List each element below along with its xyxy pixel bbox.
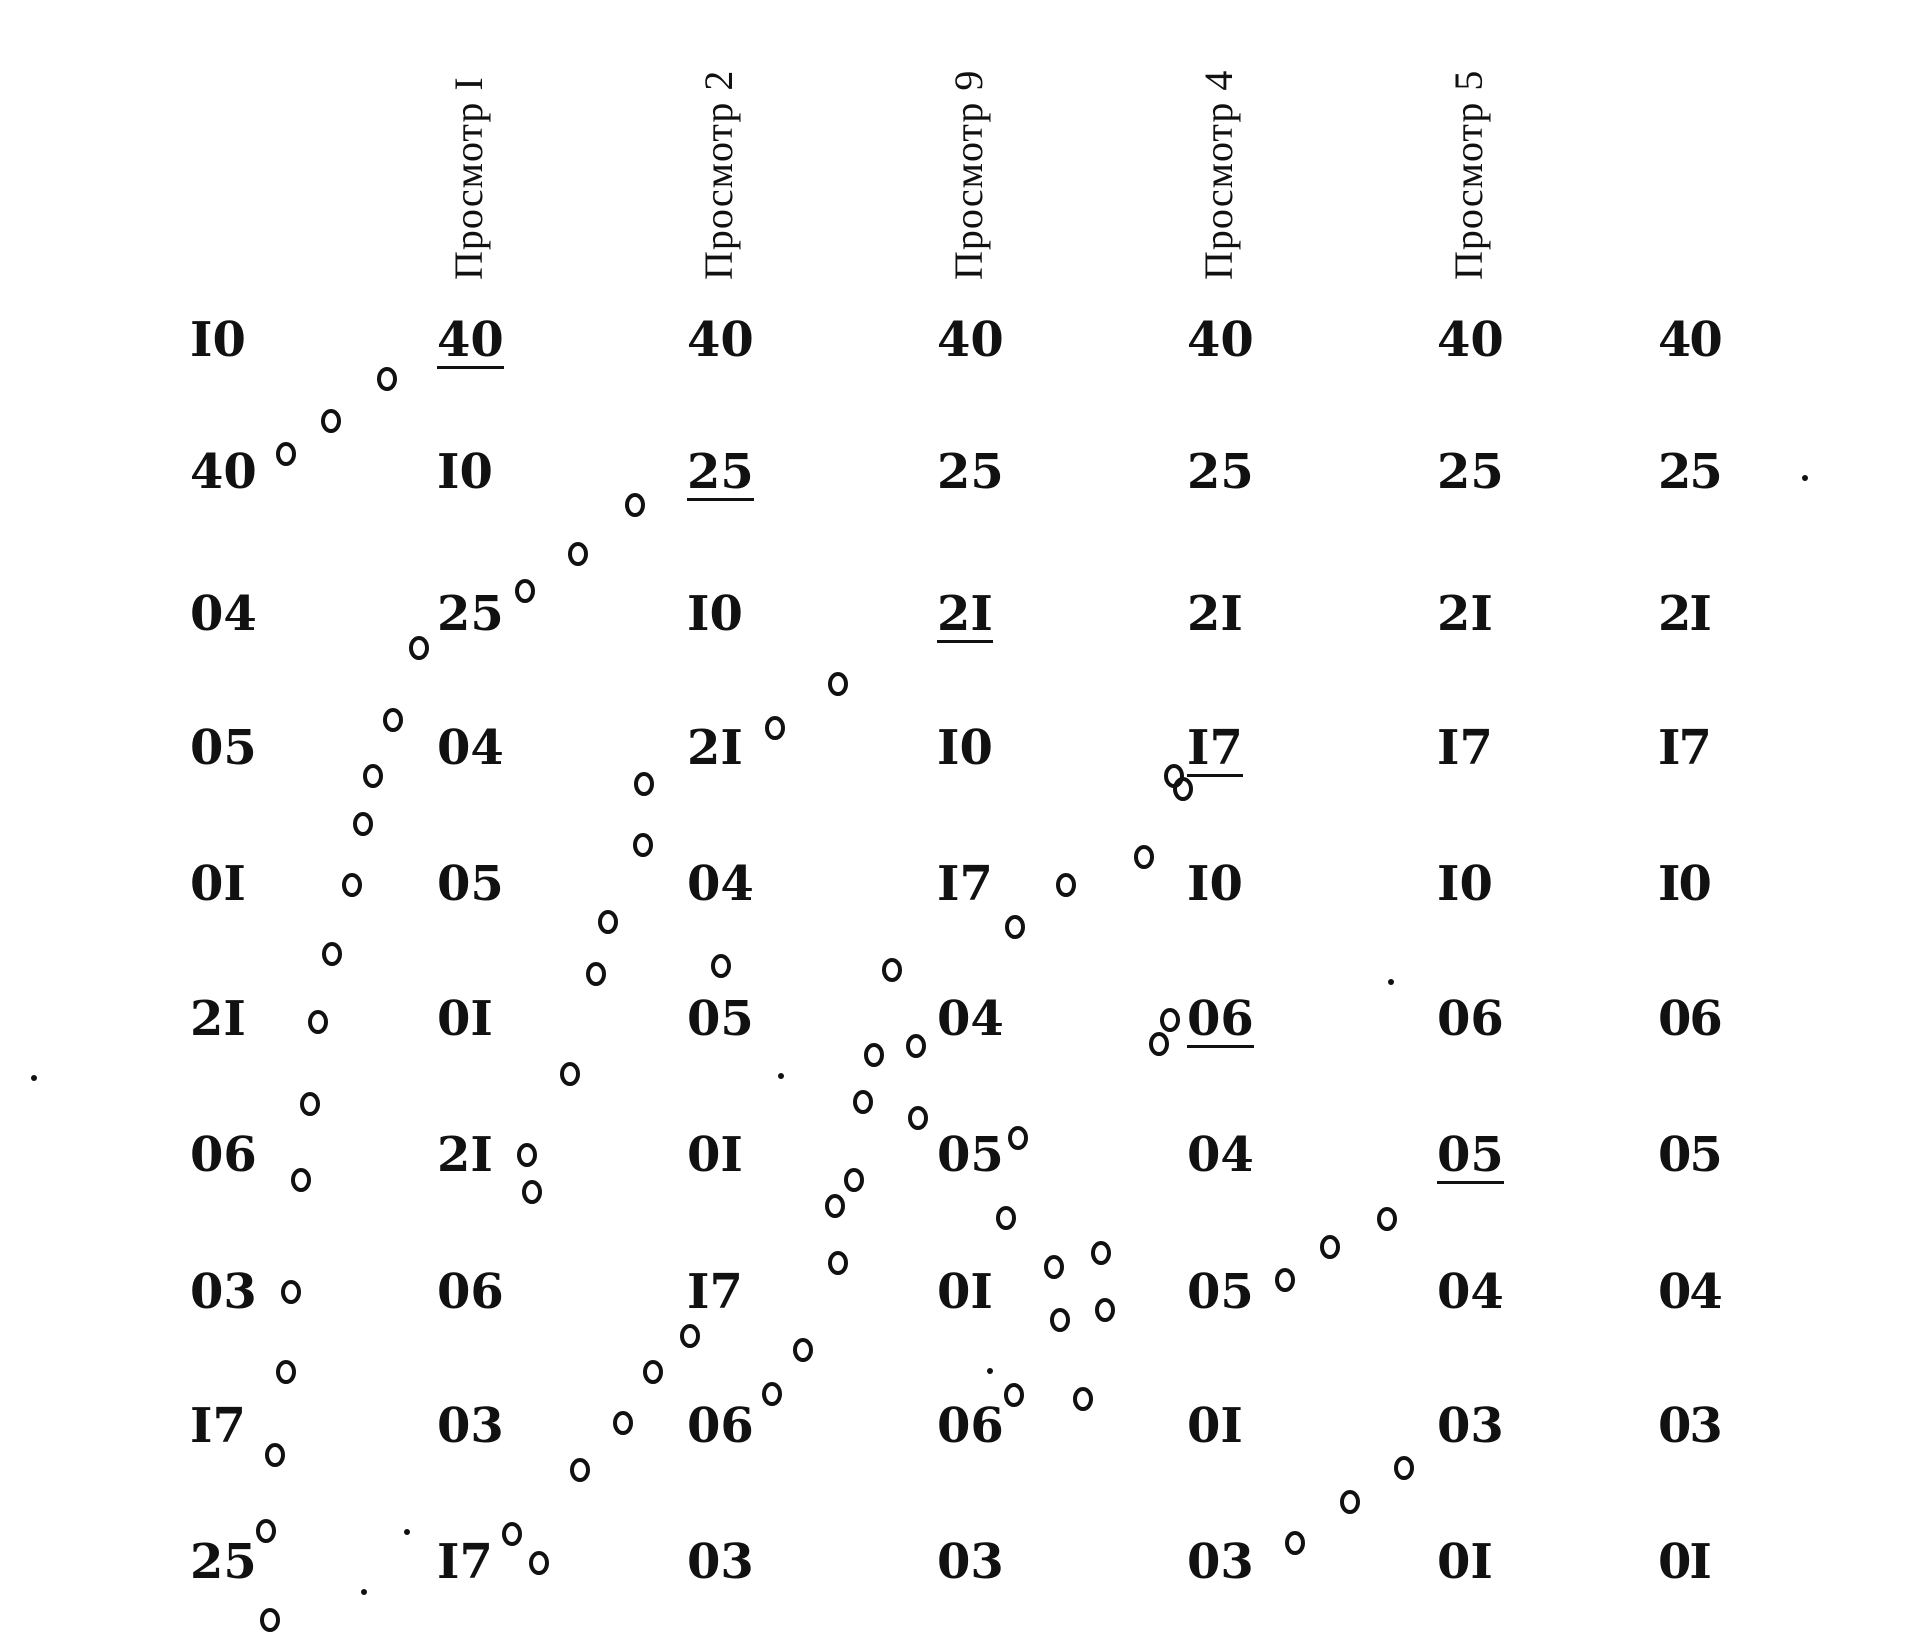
header-pass-4: Просмотр 4 bbox=[1196, 69, 1241, 280]
trail-dot bbox=[1010, 1128, 1026, 1148]
trail-dot bbox=[379, 369, 395, 389]
trail-dot bbox=[998, 1208, 1014, 1228]
trail-dot bbox=[344, 875, 360, 895]
trail-dot bbox=[1075, 1389, 1091, 1409]
trail-dot bbox=[517, 581, 533, 601]
cell-initial-row-4: 05 bbox=[190, 720, 257, 776]
cell-initial-row-7: 06 bbox=[190, 1127, 257, 1183]
cell-result-row-5: I0 bbox=[1658, 856, 1710, 912]
trail-dot bbox=[764, 1384, 780, 1404]
trail-dot bbox=[1046, 1257, 1062, 1277]
trail-dot bbox=[504, 1524, 520, 1544]
trail-dot bbox=[682, 1326, 698, 1346]
trail-dot bbox=[713, 956, 729, 976]
cell-pass-2-row-4: 2I bbox=[687, 720, 743, 776]
cell-pass-5-row-8: 04 bbox=[1437, 1264, 1504, 1320]
cell-pass-1-row-3: 25 bbox=[437, 586, 504, 642]
cell-pass-5-row-3: 2I bbox=[1437, 586, 1493, 642]
trail-dot bbox=[830, 674, 846, 694]
cell-result-row-6: 06 bbox=[1658, 991, 1721, 1047]
trail-dot bbox=[627, 495, 643, 515]
cell-pass-3-row-8: 0I bbox=[937, 1264, 993, 1320]
cell-pass-2-row-7: 0I bbox=[687, 1127, 743, 1183]
trail-dot bbox=[1175, 779, 1191, 799]
trail-dot bbox=[1151, 1034, 1167, 1054]
cell-pass-1-row-10: I7 bbox=[437, 1534, 493, 1590]
trail-dot bbox=[278, 1362, 294, 1382]
trail-dot bbox=[635, 835, 651, 855]
trail-dot bbox=[830, 1253, 846, 1273]
cell-result-row-8: 04 bbox=[1658, 1264, 1721, 1320]
trail-dot bbox=[258, 1521, 274, 1541]
cell-pass-5-row-4: I7 bbox=[1437, 720, 1493, 776]
trail-dot bbox=[615, 1413, 631, 1433]
cell-pass-3-row-9: 06 bbox=[937, 1398, 1004, 1454]
cell-pass-5-row-10: 0I bbox=[1437, 1534, 1493, 1590]
cell-pass-5-row-5: I0 bbox=[1437, 856, 1493, 912]
trail-dot bbox=[524, 1182, 540, 1202]
trail-dot bbox=[846, 1170, 862, 1190]
cell-pass-1-row-9: 03 bbox=[437, 1398, 504, 1454]
header-pass-2: Просмотр 2 bbox=[696, 69, 741, 280]
cell-result-row-7: 05 bbox=[1658, 1127, 1721, 1183]
ink-speck bbox=[404, 1529, 410, 1535]
cell-pass-4-row-9: 0I bbox=[1187, 1398, 1243, 1454]
cell-initial-row-3: 04 bbox=[190, 586, 257, 642]
trail-dot bbox=[866, 1045, 882, 1065]
trail-dot bbox=[562, 1064, 578, 1084]
trail-dot bbox=[310, 1012, 326, 1032]
cell-pass-3-row-2: 25 bbox=[937, 444, 1004, 500]
trail-dot bbox=[293, 1170, 309, 1190]
trail-dot bbox=[1287, 1533, 1303, 1553]
cell-pass-1-row-6: 0I bbox=[437, 991, 493, 1047]
cell-pass-2-row-8: I7 bbox=[687, 1264, 743, 1320]
cell-result-row-1: 40 bbox=[1658, 312, 1721, 368]
trail-dot bbox=[1277, 1270, 1293, 1290]
cell-initial-row-6: 2I bbox=[190, 991, 246, 1047]
trail-dot bbox=[1379, 1209, 1395, 1229]
trail-dot bbox=[1093, 1243, 1109, 1263]
cell-pass-3-row-4: I0 bbox=[937, 720, 993, 776]
cell-pass-3-row-1: 40 bbox=[937, 312, 1004, 368]
trail-dot bbox=[1006, 1385, 1022, 1405]
trail-dot bbox=[908, 1036, 924, 1056]
trail-dot bbox=[645, 1362, 661, 1382]
trail-dot bbox=[1162, 1010, 1178, 1030]
cell-pass-5-row-2: 25 bbox=[1437, 444, 1504, 500]
cell-pass-5-row-7: 05 bbox=[1437, 1127, 1504, 1183]
trail-dot bbox=[302, 1094, 318, 1114]
cell-pass-4-row-3: 2I bbox=[1187, 586, 1243, 642]
ink-speck bbox=[31, 1075, 37, 1081]
cell-result-row-2: 25 bbox=[1658, 444, 1721, 500]
trail-dot bbox=[910, 1108, 926, 1128]
cell-initial-row-5: 0I bbox=[190, 856, 246, 912]
trail-dot bbox=[1007, 917, 1023, 937]
trail-dot bbox=[365, 766, 381, 786]
ink-speck bbox=[778, 1073, 784, 1079]
cell-result-row-4: I7 bbox=[1658, 720, 1710, 776]
cell-pass-3-row-3: 2I bbox=[937, 586, 993, 642]
header-pass-3: Просмотр 9 bbox=[946, 69, 991, 280]
cell-pass-2-row-2: 25 bbox=[687, 444, 754, 500]
cell-pass-3-row-10: 03 bbox=[937, 1534, 1004, 1590]
cell-pass-5-row-1: 40 bbox=[1437, 312, 1504, 368]
trail-dot bbox=[827, 1196, 843, 1216]
cell-result-row-9: 03 bbox=[1658, 1398, 1721, 1454]
trail-dot bbox=[855, 1092, 871, 1112]
cell-pass-4-row-10: 03 bbox=[1187, 1534, 1254, 1590]
trail-dot bbox=[572, 1460, 588, 1480]
trail-dot bbox=[767, 718, 783, 738]
trail-dot bbox=[570, 544, 586, 564]
trail-dot bbox=[1396, 1458, 1412, 1478]
cell-pass-3-row-6: 04 bbox=[937, 991, 1004, 1047]
cell-pass-2-row-6: 05 bbox=[687, 991, 754, 1047]
cell-pass-2-row-1: 40 bbox=[687, 312, 754, 368]
trail-dot bbox=[355, 814, 371, 834]
trail-dot bbox=[267, 1445, 283, 1465]
cell-pass-2-row-3: I0 bbox=[687, 586, 743, 642]
cell-pass-3-row-5: I7 bbox=[937, 856, 993, 912]
cell-pass-3-row-7: 05 bbox=[937, 1127, 1004, 1183]
cell-pass-5-row-6: 06 bbox=[1437, 991, 1504, 1047]
trail-dot bbox=[519, 1145, 535, 1165]
ink-speck bbox=[361, 1589, 367, 1595]
trail-dot bbox=[283, 1282, 299, 1302]
trail-dot bbox=[795, 1340, 811, 1360]
trail-dot bbox=[600, 912, 616, 932]
trail-dot bbox=[1058, 875, 1074, 895]
trail-dot bbox=[1166, 766, 1182, 786]
trail-dot bbox=[1097, 1300, 1113, 1320]
cell-pass-1-row-2: I0 bbox=[437, 444, 493, 500]
trail-dot bbox=[1052, 1310, 1068, 1330]
cell-initial-row-9: I7 bbox=[190, 1398, 246, 1454]
ink-speck bbox=[1802, 475, 1808, 481]
trail-dot bbox=[323, 411, 339, 431]
cell-pass-4-row-6: 06 bbox=[1187, 991, 1254, 1047]
cell-result-row-3: 2I bbox=[1658, 586, 1710, 642]
header-pass-1: Просмотр I bbox=[446, 76, 491, 280]
cell-pass-4-row-2: 25 bbox=[1187, 444, 1254, 500]
cell-pass-2-row-5: 04 bbox=[687, 856, 754, 912]
cell-pass-2-row-10: 03 bbox=[687, 1534, 754, 1590]
cell-result-row-10: 0I bbox=[1658, 1534, 1710, 1590]
ink-speck bbox=[1388, 979, 1394, 985]
ink-speck bbox=[987, 1368, 993, 1374]
cell-pass-1-row-1: 40 bbox=[437, 312, 504, 368]
trail-dot bbox=[262, 1610, 278, 1630]
trail-dot bbox=[588, 964, 604, 984]
trail-dot bbox=[1322, 1237, 1338, 1257]
trail-dot bbox=[1136, 847, 1152, 867]
trail-dot bbox=[324, 944, 340, 964]
cell-pass-1-row-7: 2I bbox=[437, 1127, 493, 1183]
trail-dot bbox=[636, 774, 652, 794]
cell-pass-5-row-9: 03 bbox=[1437, 1398, 1504, 1454]
trail-dot bbox=[411, 638, 427, 658]
trail-dot bbox=[1342, 1492, 1358, 1512]
cell-pass-4-row-8: 05 bbox=[1187, 1264, 1254, 1320]
cell-pass-4-row-7: 04 bbox=[1187, 1127, 1254, 1183]
trail-dot bbox=[385, 710, 401, 730]
cell-pass-1-row-4: 04 bbox=[437, 720, 504, 776]
trail-dot bbox=[278, 444, 294, 464]
cell-pass-1-row-8: 06 bbox=[437, 1264, 504, 1320]
cell-pass-4-row-1: 40 bbox=[1187, 312, 1254, 368]
trail-dot bbox=[884, 960, 900, 980]
trail-dot bbox=[531, 1553, 547, 1573]
cell-pass-1-row-5: 05 bbox=[437, 856, 504, 912]
cell-initial-row-8: 03 bbox=[190, 1264, 257, 1320]
cell-initial-row-10: 25 bbox=[190, 1534, 257, 1590]
cell-initial-row-2: 40 bbox=[190, 444, 257, 500]
header-pass-5: Просмотр 5 bbox=[1446, 69, 1491, 280]
cell-pass-4-row-5: I0 bbox=[1187, 856, 1243, 912]
cell-pass-2-row-9: 06 bbox=[687, 1398, 754, 1454]
cell-initial-row-1: I0 bbox=[190, 312, 246, 368]
cell-pass-4-row-4: I7 bbox=[1187, 720, 1243, 776]
